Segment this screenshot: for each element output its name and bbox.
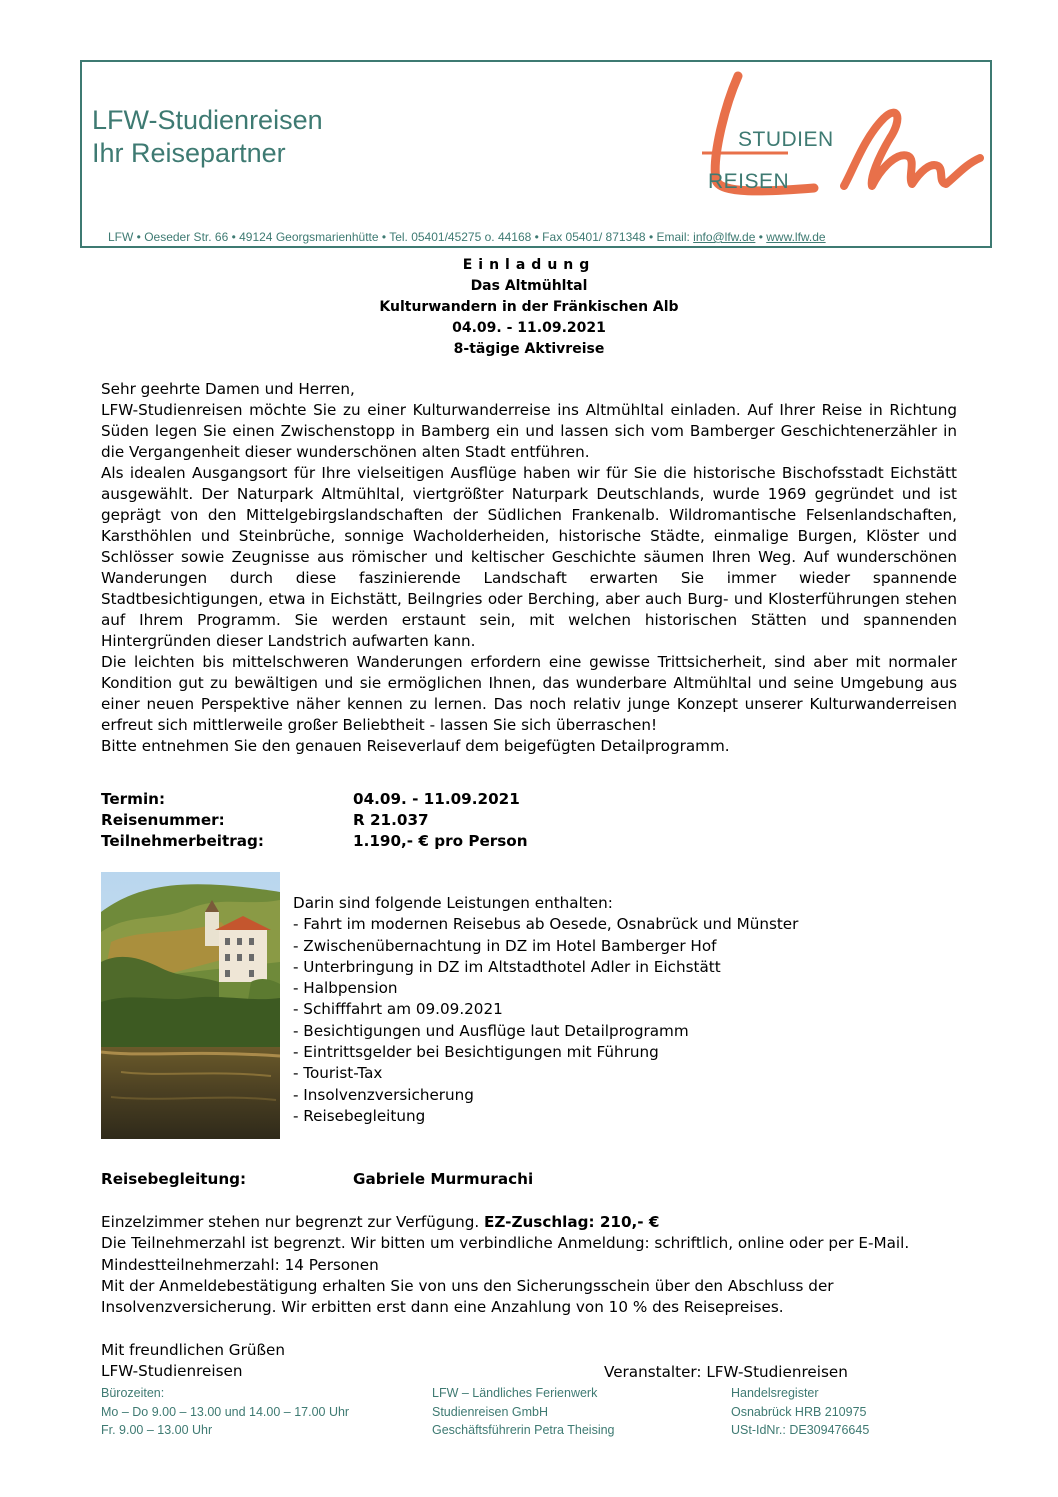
closing-sender: LFW-Studienreisen — [101, 1362, 243, 1380]
service-item: - Unterbringung in DZ im Altstadthotel Adler in Eichstätt — [293, 957, 721, 976]
letter-paragraph-1: LFW-Studienreisen möchte Sie zu einer Kulturwanderreise ins Altmühltal einladen. Auf Ihrer Reise in Richtung Süden legen Sie einen Zwischenstopp in Bamberg ein und lassen sich vom Bamberger Geschichtenerzähler in die Vergangenheit dieser wunderschönen alten Stadt entführen. — [101, 401, 957, 461]
letter-salutation: Sehr geehrte Damen und Herren, — [101, 380, 355, 398]
title-type: 8-tägige Aktivreise — [453, 341, 605, 357]
service-item: - Fahrt im modernen Reisebus ab Oesede, Osnabrück und Münster — [293, 915, 799, 934]
lfw-logo — [694, 68, 990, 198]
booking-notes — [101, 1212, 909, 1318]
letter-paragraph-3: Die leichten bis mittelschweren Wanderungen erfordern eine gewisse Trittsicherheit, sind aber mit normaler Kondition gut zu bewältigen und sie ermöglichen Ihnen, das wunderbare Altmühltal und seine Umgebung aus einer neuen Perspektive näher kennen zu lernen. Das noch relativ junge Konzept unserer Kulturwanderreisen erfreut sich mittlerweile großer Beliebtheit - lassen Sie sich überraschen! — [101, 653, 957, 734]
service-item: - Schifffahrt am 09.09.2021 — [293, 1000, 503, 1019]
included-services — [293, 893, 798, 1127]
footer-line: Studienreisen GmbH — [432, 1404, 549, 1419]
note-security-1: Mit der Anmeldebestätigung erhalten Sie von uns den Sicherungsschein über den Abschluss der — [101, 1276, 834, 1295]
fact-value: 1.190,- € pro Person — [353, 832, 528, 850]
contact-separator: • — [755, 230, 767, 244]
fact-value: R 21.037 — [353, 811, 429, 829]
footer-company — [432, 1384, 615, 1440]
logo-word-studien: STUDIEN — [738, 128, 834, 151]
note-single-room — [101, 1212, 909, 1233]
title-block — [0, 255, 1058, 360]
company-line1: LFW-Studienreisen — [92, 105, 323, 135]
letterhead-bottom-rule — [82, 246, 990, 248]
services-intro: Darin sind folgende Leistungen enthalten: — [293, 894, 613, 912]
fact-row-beitrag — [101, 831, 528, 852]
contact-line — [108, 230, 826, 244]
contact-main: LFW • Oeseder Str. 66 • 49124 Georgsmarienhütte • Tel. 05401/45275 o. 44168 • Fax 05401/ 871348 • Email: — [108, 230, 694, 244]
service-item: - Insolvenzversicherung — [293, 1085, 474, 1104]
company-line2: Ihr Reisepartner — [92, 138, 286, 168]
footer-line: Geschäftsführerin Petra Theising — [432, 1423, 615, 1437]
fact-row-termin — [101, 789, 528, 810]
note-registration: Die Teilnehmerzahl ist begrenzt. Wir bitten um verbindliche Anmeldung: schriftlich, online oder per E-Mail. — [101, 1234, 910, 1253]
footer-line: Handelsregister — [731, 1386, 819, 1400]
service-item: - Tourist-Tax — [293, 1064, 383, 1083]
title-destination: Das Altmühltal — [470, 278, 588, 294]
eichstaett-river-photo — [101, 872, 280, 1139]
letter-paragraph-4: Bitte entnehmen Sie den genauen Reiseverlauf dem beigefügten Detailprogramm. — [101, 737, 730, 755]
company-name — [92, 104, 323, 170]
closing — [101, 1340, 285, 1382]
footer-line: Osnabrück HRB 210975 — [731, 1404, 867, 1419]
title-dates: 04.09. - 11.09.2021 — [452, 320, 606, 336]
fact-value: 04.09. - 11.09.2021 — [353, 790, 520, 808]
guide-label: Reisebegleitung: — [101, 1170, 247, 1188]
note-min-participants: Mindestteilnehmerzahl: 14 Personen — [101, 1255, 379, 1274]
closing-greeting: Mit freundlichen Grüßen — [101, 1341, 285, 1359]
title-subtitle: Kulturwandern in der Fränkischen Alb — [379, 299, 679, 315]
service-item: - Reisebegleitung — [293, 1106, 426, 1125]
contact-email-link[interactable]: info@lfw.de — [693, 230, 756, 244]
guide-name: Gabriele Murmurachi — [353, 1170, 534, 1188]
organizer-line: Veranstalter: LFW-Studienreisen — [604, 1363, 848, 1381]
footer-line: Bürozeiten: — [101, 1386, 165, 1400]
fact-label: Termin: — [101, 790, 166, 808]
service-item: - Eintrittsgelder bei Besichtigungen mit Führung — [293, 1043, 659, 1062]
note-security-2: Insolvenzversicherung. Wir erbitten erst dann eine Anzahlung von 10 % des Reisepreises. — [101, 1298, 784, 1317]
footer-line: LFW – Ländliches Ferienwerk — [432, 1386, 598, 1400]
service-item: - Zwischenübernachtung in DZ im Hotel Bamberger Hof — [293, 936, 717, 955]
letter-body — [101, 379, 957, 757]
letter-paragraph-2: Als idealen Ausgangsort für Ihre vielseitigen Ausflüge haben wir für Sie die historische Bischofsstadt Eichstätt ausgewählt. Der Naturpark Altmühltal, viertgrößter Naturpark Deutschlands, wurde 1969 gegründet und ist geprägt von den Mittelgebirgslandschaften der Südlichen Frankenalb. Wildromantische Felsenlandschaften, Karsthöhlen und Steinbrüche, sonnige Wacholderheiden, historische Städte, einmalige Burgen, Klöster und Schlösser sowie Zeugnisse aus römischer und keltischer Geschichte säumen Ihren Weg. Auf wunderschönen Wanderungen durch diese faszinierende Landschaft erwarten Sie immer wieder spannende Stadtbesichtigungen, etwa in Eichstätt, Beilngries oder Berching, aber auch Burg- und Klosterführungen stehen auf Ihrem Programm. Sie werden erstaunt sein, mit welchen historischen Stätten und spannenden Hintergründen dieser Landstrich aufwarten kann. — [101, 464, 957, 650]
note-single-room-text: Einzelzimmer stehen nur begrenzt zur Verfügung. — [101, 1213, 485, 1231]
footer-register — [731, 1384, 869, 1440]
fact-label: Teilnehmerbeitrag: — [101, 832, 264, 850]
footer-line: USt-IdNr.: DE309476645 — [731, 1423, 870, 1437]
fact-row-reisenummer — [101, 810, 528, 831]
footer-line: Fr. 9.00 – 13.00 Uhr — [101, 1423, 213, 1437]
tour-guide — [101, 1170, 533, 1188]
trip-facts — [101, 789, 528, 852]
footer-office-hours — [101, 1384, 349, 1440]
footer-line: Mo – Do 9.00 – 13.00 und 14.00 – 17.00 Uhr — [101, 1404, 350, 1419]
note-surcharge: EZ-Zuschlag: 210,- € — [484, 1213, 660, 1231]
title-einladung: Einladung — [462, 257, 596, 273]
service-item: - Besichtigungen und Ausflüge laut Detailprogramm — [293, 1021, 689, 1040]
contact-web-link[interactable]: www.lfw.de — [766, 230, 826, 244]
photo-illustration — [101, 872, 280, 1139]
fact-label: Reisenummer: — [101, 811, 225, 829]
service-item: - Halbpension — [293, 979, 398, 998]
logo-word-reisen: REISEN — [708, 170, 790, 193]
letterhead — [80, 60, 992, 248]
